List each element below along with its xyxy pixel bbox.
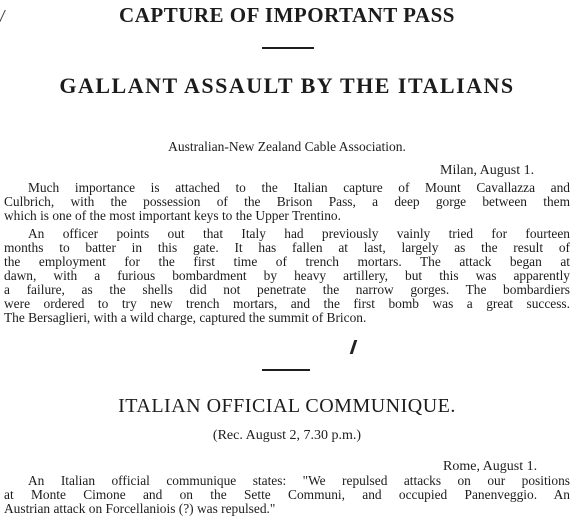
paragraph-line: The Bersaglieri, with a wild charge, captured the summit of Bricon. [4,310,367,325]
article-paragraph [4,227,570,325]
paragraph-line: Culbrich, with the possession of the Brison Pass, a deep gorge between them [4,194,570,209]
article-paragraph [4,474,570,516]
dateline-milan: Milan, August 1. [440,163,535,178]
paragraph-line: Austrian attack on Forcellaniois (?) was repulsed." [4,501,276,516]
news-source: Australian-New Zealand Cable Association. [168,139,406,154]
received-time: (Rec. August 2, 7.30 p.m.) [212,428,362,443]
paragraph-line: a failure, as the shells did not penetrate the narrow gorges. The bombardiers [4,282,570,297]
paragraph-line: which is one of the most important keys to the Upper Trentino. [4,208,341,223]
section-divider [262,369,310,371]
paragraph-line: dawn, with a furious bombardment by heavy artillery, but this was apparently [4,268,570,283]
paragraph-line: months to batter in this gate. It has fallen at last, largely as the result of [4,240,570,255]
article-paragraph [4,181,570,223]
paragraph-line: An officer points out that Italy had previously vainly tried for fourteen [28,226,570,241]
main-headline: CAPTURE OF IMPORTANT PASS [119,3,455,27]
dateline-rome: Rome, August 1. [443,459,538,474]
paragraph-line: at Monte Cimone and on the Sette Communi, and occupied Panenveggio. An [4,487,570,502]
communique-headline: ITALIAN OFFICIAL COMMUNIQUE. [118,395,456,417]
paragraph-line: Much importance is attached to the Italian capture of Mount Cavallazza and [28,180,570,195]
ink-mark [350,340,358,354]
paragraph-line: the employment for the first time of trench mortars. The attack began at [4,254,570,269]
paragraph-line: An Italian official communique states: "We repulsed attacks on our positions [28,473,570,488]
headline-divider [262,47,314,49]
paragraph-line: were ordered to try new trench mortars, and the first bomb was a great success. [4,296,570,311]
sub-headline: GALLANT ASSAULT BY THE ITALIANS [59,73,515,98]
